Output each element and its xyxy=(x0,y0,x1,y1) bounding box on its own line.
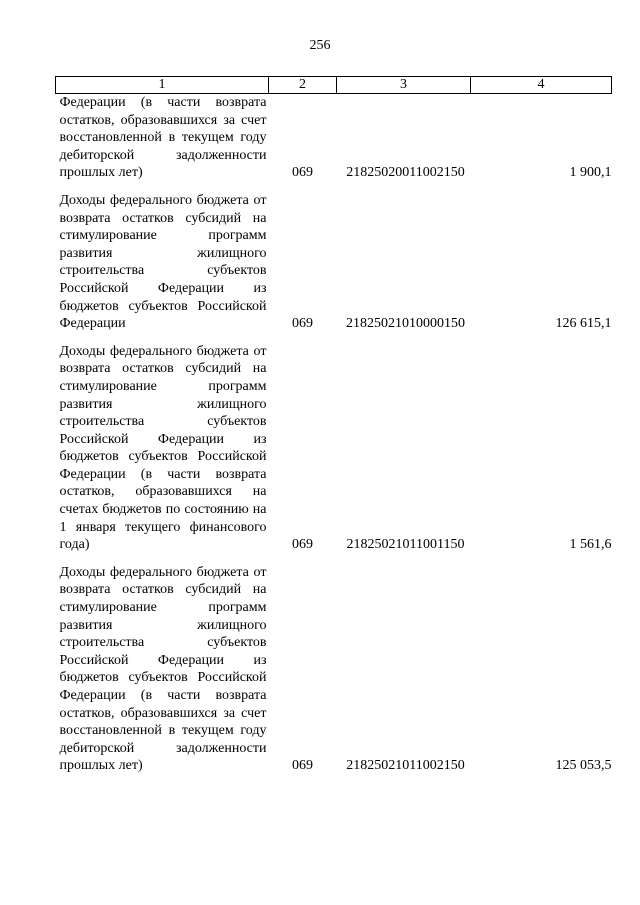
row-spacer xyxy=(56,554,612,564)
table-row xyxy=(56,192,612,333)
revenue-name-cell: Федерации (в части возврата остатков, образовавшихся за счет восстановленной в текущем году дебиторской задолженности прошлых лет) xyxy=(59,95,267,181)
admin-code-cell: 069 xyxy=(292,165,313,181)
budget-classification-code-cell: 21825021010000150 xyxy=(346,316,465,332)
table-row xyxy=(56,94,612,182)
column-header-2: 2 xyxy=(269,77,337,94)
row-spacer xyxy=(56,333,612,343)
amount-cell: 1 900,1 xyxy=(569,165,612,181)
amount-cell: 125 053,5 xyxy=(555,758,612,774)
column-number-header-row xyxy=(56,77,612,94)
amount-cell: 126 615,1 xyxy=(555,316,612,332)
page-number: 256 xyxy=(309,38,331,53)
revenue-name-cell: Доходы федерального бюджета от возврата остатков субсидий на стимулирование программ развития жилищного строительства субъектов Российской Федерации из бюджетов субъектов Российской Федерации xyxy=(59,192,267,332)
budget-revenue-table xyxy=(55,76,612,775)
revenue-name-cell: Доходы федерального бюджета от возврата остатков субсидий на стимулирование программ развития жилищного строительства субъектов Российской Федерации из бюджетов субъектов Российской Федерации (в части возврата остатков, образовавшихся на счетах бюджетов по состоянию на 1 января текущего финансового года) xyxy=(59,343,267,553)
admin-code-cell: 069 xyxy=(292,316,313,332)
revenue-name-cell: Доходы федерального бюджета от возврата остатков субсидий на стимулирование программ развития жилищного строительства субъектов Российской Федерации из бюджетов субъектов Российской Федерации (в части возврата остатков, образовавшихся за счет восстановленной в текущем году дебиторской задолженности прошлых лет) xyxy=(59,564,267,774)
amount-cell: 1 561,6 xyxy=(569,537,612,553)
table-row xyxy=(56,564,612,775)
budget-classification-code-cell: 21825020011002150 xyxy=(346,165,465,181)
row-spacer xyxy=(56,182,612,192)
budget-classification-code-cell: 21825021011001150 xyxy=(346,537,465,553)
admin-code-cell: 069 xyxy=(292,537,313,553)
admin-code-cell: 069 xyxy=(292,758,313,774)
budget-classification-code-cell: 21825021011002150 xyxy=(346,758,465,774)
column-header-3: 3 xyxy=(337,77,471,94)
column-header-4: 4 xyxy=(471,77,612,94)
column-header-1: 1 xyxy=(56,77,269,94)
table-row xyxy=(56,343,612,554)
